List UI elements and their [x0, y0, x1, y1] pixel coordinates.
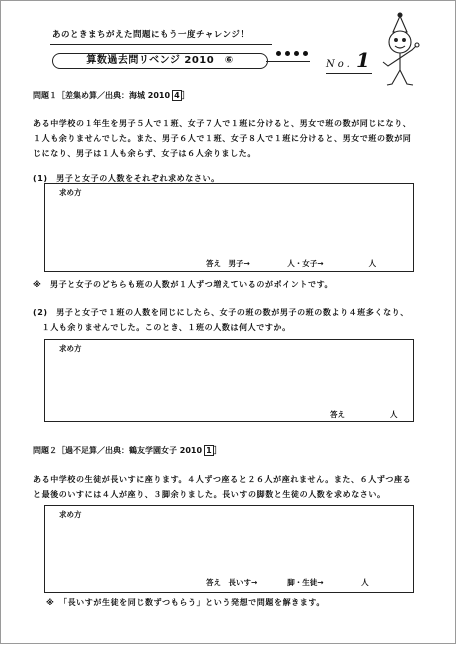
q1-part2-work-label: 求め方 — [59, 344, 82, 353]
number-value: 1 — [356, 48, 370, 72]
q1-part1-answer: 答え 男子→ 人・女子→ 人 — [206, 259, 377, 268]
q1-note: ※ 男子と女子のどちらも班の人数が１人ずつ増えているのがポイントです。 — [33, 280, 334, 289]
title-rule — [266, 61, 310, 62]
q1-part2-label-1: (2) 男子と女子で１班の人数を同じにしたら、女子の班の数が男子の班の数より４班多くなり、 — [33, 308, 409, 317]
mascot-illustration — [376, 10, 434, 94]
number-underline — [326, 73, 372, 74]
q1-part2-answer: 答え 人 — [330, 410, 398, 419]
q2-work-label: 求め方 — [59, 510, 82, 519]
tagline: あのときまちがえた問題にもう一度チャレンジ！ — [52, 30, 250, 40]
q2-text-line-2: と最後のいすには４人が座り、３脚余りました。長いすの脚数と生徒の人数を求めなさい。 — [33, 490, 386, 499]
header-rule — [50, 44, 272, 45]
q2-heading-text: 問題２［過不足算／出典：鶴友学園女子 2010 — [33, 446, 203, 455]
worksheet-title: 算数過去問リベンジ 2010 ⑥ — [52, 53, 268, 69]
q1-heading-text: 問題１［差集め算／出典：海城 2010 — [33, 91, 171, 100]
q2-note: ※ 「長いすが生徒を同じ数ずつもらう」という発想で問題を解きます。 — [46, 598, 325, 607]
q1-heading — [33, 90, 190, 101]
q2-text-line-1: ある中学校の生徒が長いすに座ります。４人ずつ座ると２６人が座れません。また、６人ずつ座る — [33, 475, 412, 484]
q1-part1-work-label: 求め方 — [59, 188, 82, 197]
q2-answer: 答え 長いす→ 脚・生徒→ 人 — [206, 578, 369, 587]
q1-heading-close: ］ — [181, 91, 190, 100]
header-dots — [276, 41, 312, 60]
q2-heading — [33, 445, 222, 456]
q2-heading-number: 1 — [206, 446, 212, 455]
q1-part2-label-2: １人も余りませんでした。このとき、１班の人数は何人ですか。 — [33, 323, 291, 332]
q2-heading-close: ］ — [213, 446, 222, 455]
number-label: No. — [326, 59, 353, 70]
q1-heading-number: 4 — [174, 91, 180, 100]
q1-text-line-2: １人も余りませんでした。また、男子６人で１班、女子８人で１班に分けると、男女で班の数が同 — [33, 134, 412, 143]
q1-text-line-3: じになり、男子は１人も余らず、女子は６人余りました。 — [33, 149, 256, 158]
q1-part1-label: (1) 男子と女子の人数をそれぞれ求めなさい。 — [33, 174, 220, 183]
q1-text-line-1: ある中学校の１年生を男子５人で１班、女子７人で１班に分けると、男女で班の数が同じになり、 — [33, 119, 412, 128]
